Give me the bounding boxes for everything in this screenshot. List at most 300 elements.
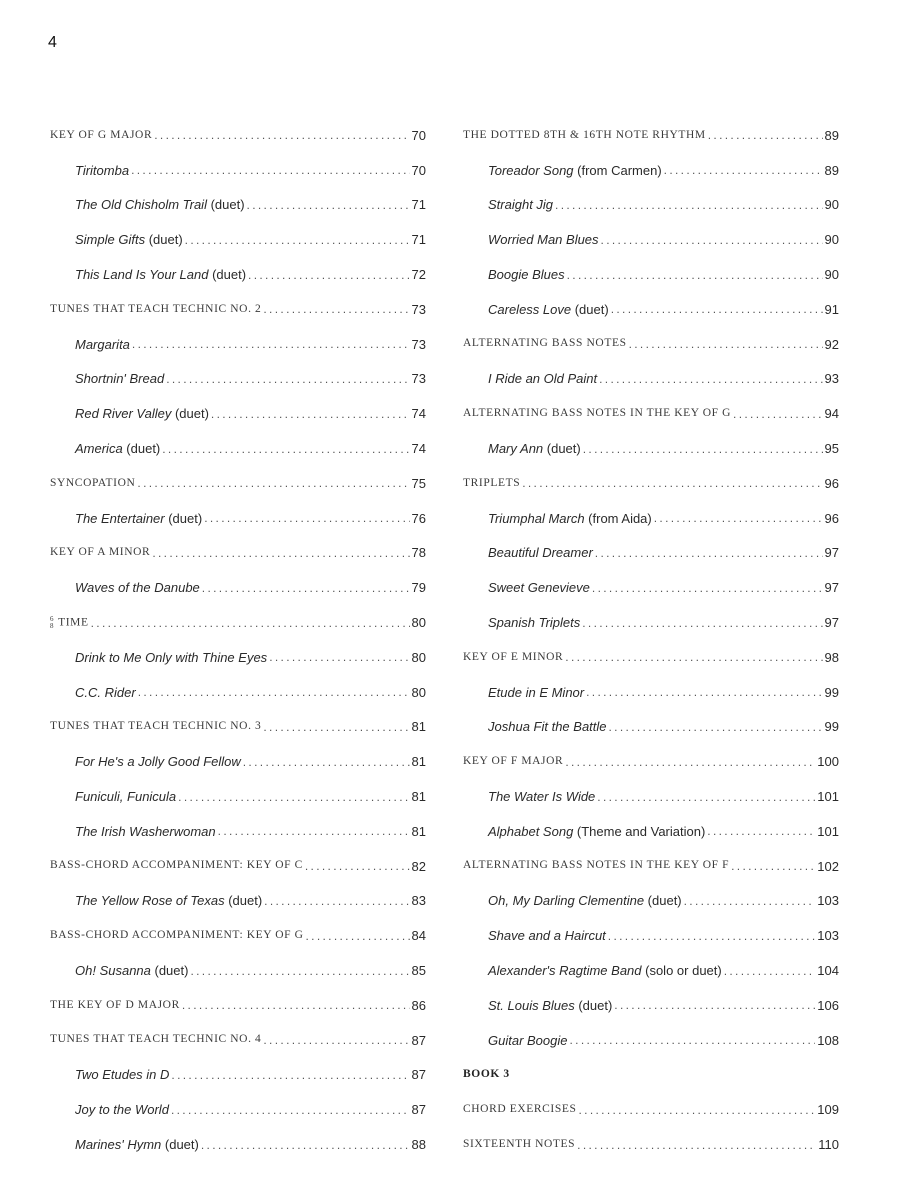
toc-heading[interactable] xyxy=(463,327,839,362)
toc-entry[interactable] xyxy=(50,431,426,466)
toc-entry-label xyxy=(75,755,241,768)
toc-entry-label xyxy=(488,512,652,525)
dot-leader xyxy=(131,164,409,176)
toc-entry-label xyxy=(75,164,129,177)
toc-entry-label xyxy=(75,338,130,351)
toc-page-number: 103 xyxy=(817,893,839,909)
toc-entry-title: The Water Is Wide xyxy=(488,789,596,805)
toc-page-number: 87 xyxy=(411,1102,426,1118)
toc-entry-title: Mary Ann xyxy=(488,441,544,457)
time-signature-bottom: 8 xyxy=(50,621,55,630)
dot-leader xyxy=(264,895,409,907)
toc-page-number: 90 xyxy=(824,232,839,248)
toc-page-number: 110 xyxy=(818,1137,839,1152)
toc-entry[interactable] xyxy=(463,292,839,327)
toc-heading-text: THE KEY OF D MAJOR xyxy=(50,998,180,1011)
toc-page-number: 94 xyxy=(824,406,839,422)
dot-leader xyxy=(614,999,815,1011)
toc-entry-title: Worried Man Blues xyxy=(488,232,599,248)
toc-heading[interactable] xyxy=(50,849,426,884)
toc-entry-title: C.C. Rider xyxy=(75,684,136,700)
toc-entry-title: Etude in E Minor xyxy=(488,684,585,700)
page-number: 4 xyxy=(48,34,57,51)
toc-entry[interactable] xyxy=(463,1023,839,1058)
toc-entry-label xyxy=(488,894,682,907)
toc-page-number: 109 xyxy=(817,1102,839,1118)
toc-entry[interactable] xyxy=(463,675,839,710)
dot-leader xyxy=(202,582,410,594)
toc-entry-title: Funiculi, Funicula xyxy=(75,789,177,805)
toc-heading-text: THE DOTTED 8TH & 16TH NOTE RHYTHM xyxy=(463,128,706,141)
toc-heading-label xyxy=(50,304,261,316)
toc-entry-title: America xyxy=(75,441,123,457)
toc-entry-label xyxy=(488,198,553,211)
toc-entry-title: Margarita xyxy=(75,336,130,352)
toc-entry-title: Shave and a Haircut xyxy=(488,928,606,944)
toc-heading-text: ALTERNATING BASS NOTES IN THE KEY OF G xyxy=(463,407,732,420)
toc-page-number: 81 xyxy=(411,789,426,805)
toc-page-number: 99 xyxy=(824,684,839,700)
toc-entry-title: Red River Valley xyxy=(75,406,172,422)
toc-heading-text: TUNES THAT TEACH TECHNIC NO. 2 xyxy=(50,302,262,315)
dot-leader xyxy=(570,1034,816,1046)
toc-page-number: 89 xyxy=(824,127,839,143)
toc-heading-label xyxy=(50,130,152,142)
dot-leader xyxy=(565,756,815,768)
toc-entry[interactable] xyxy=(50,396,426,431)
dot-leader xyxy=(171,1069,409,1081)
toc-page-number: 96 xyxy=(824,510,839,526)
toc-entry[interactable] xyxy=(463,605,839,640)
toc-heading-text: TRIPLETS xyxy=(463,476,521,489)
dot-leader xyxy=(243,756,410,768)
toc-heading[interactable] xyxy=(50,1023,426,1058)
toc-left-column xyxy=(50,118,426,1162)
dot-leader xyxy=(263,721,409,733)
toc-heading[interactable] xyxy=(463,1092,839,1127)
dot-leader xyxy=(724,965,816,977)
toc-entry[interactable] xyxy=(463,779,839,814)
toc-page-number: 102 xyxy=(817,858,839,874)
toc-page-number: 97 xyxy=(824,545,839,561)
toc-entry-label xyxy=(488,616,580,629)
toc-entry-title: Joy to the World xyxy=(75,1102,169,1118)
toc-page-number: 73 xyxy=(411,336,426,352)
toc-page-number: 100 xyxy=(817,754,839,770)
toc-entry[interactable] xyxy=(463,188,839,223)
toc-entry-title: Triumphal March xyxy=(488,510,585,526)
toc-entry-label xyxy=(75,372,164,385)
toc-page-number: 73 xyxy=(411,301,426,317)
toc-heading-text: KEY OF A MINOR xyxy=(50,546,151,559)
toc-entry[interactable] xyxy=(463,814,839,849)
toc-entry-label xyxy=(75,790,176,803)
toc-entry-label xyxy=(75,268,246,281)
toc-entry-title: Shortnin' Bread xyxy=(75,371,165,387)
toc-entry-note: (duet) xyxy=(161,1137,199,1152)
dot-leader xyxy=(664,164,823,176)
dot-leader xyxy=(178,791,409,803)
dot-leader xyxy=(166,373,409,385)
toc-entry[interactable] xyxy=(463,884,839,919)
dot-leader xyxy=(599,373,822,385)
toc-page-number: 97 xyxy=(824,615,839,631)
toc-entry[interactable] xyxy=(463,362,839,397)
toc-heading[interactable] xyxy=(463,640,839,675)
toc-page-number: 84 xyxy=(411,928,426,944)
dot-leader xyxy=(269,651,409,663)
toc-heading-label xyxy=(463,408,731,420)
toc-heading[interactable] xyxy=(50,536,426,571)
toc-page-number: 87 xyxy=(411,1067,426,1083)
toc-heading-text: ALTERNATING BASS NOTES IN THE KEY OF F xyxy=(463,859,730,872)
toc-heading-text: CHORD EXERCISES xyxy=(463,1102,577,1115)
toc-heading-label xyxy=(50,930,304,942)
dot-leader xyxy=(248,269,409,281)
toc-heading[interactable] xyxy=(463,118,839,153)
dot-leader xyxy=(629,338,823,350)
toc-entry-note: (duet) xyxy=(543,441,581,457)
dot-leader xyxy=(201,1139,410,1151)
toc-entry-title: Oh, My Darling Clementine xyxy=(488,893,645,909)
toc-heading-label xyxy=(50,860,303,872)
toc-page-number: 76 xyxy=(411,510,426,526)
dot-leader xyxy=(583,443,823,455)
dot-leader xyxy=(211,408,410,420)
toc-entry-note: (duet) xyxy=(150,963,189,979)
time-signature xyxy=(50,616,54,630)
toc-page-number: 79 xyxy=(411,580,426,596)
toc-entry-label xyxy=(488,372,597,385)
toc-entry[interactable] xyxy=(463,536,839,571)
toc-page-number: 82 xyxy=(411,858,426,874)
toc-entry-note: (duet) xyxy=(145,232,183,248)
toc-entry[interactable] xyxy=(50,640,426,675)
toc-entry[interactable] xyxy=(50,744,426,779)
toc-entry-label xyxy=(75,442,160,455)
toc-heading-label xyxy=(463,130,706,142)
toc-heading[interactable] xyxy=(50,118,426,153)
dot-leader xyxy=(608,930,816,942)
toc-entry-label xyxy=(488,164,662,177)
toc-heading[interactable] xyxy=(463,466,839,501)
toc-entry-label xyxy=(75,233,183,246)
dot-leader xyxy=(592,582,823,594)
dot-leader xyxy=(609,721,823,733)
dot-leader xyxy=(218,825,410,837)
toc-page-number: 87 xyxy=(411,1032,426,1048)
toc-heading[interactable] xyxy=(50,918,426,953)
toc-entry[interactable] xyxy=(50,779,426,814)
toc-page-number: 106 xyxy=(817,997,839,1013)
dot-leader xyxy=(154,129,409,141)
toc-heading-label xyxy=(50,1000,180,1012)
toc-entry[interactable] xyxy=(50,1092,426,1127)
toc-entry[interactable] xyxy=(50,570,426,605)
toc-heading-label xyxy=(50,547,150,559)
toc-entry-title: Guitar Boogie xyxy=(488,1032,568,1048)
toc-entry-title: This Land Is Your Land xyxy=(75,267,209,283)
toc-page-number: 101 xyxy=(817,789,839,805)
toc-page-number: 71 xyxy=(411,197,426,213)
toc-page-number: 108 xyxy=(817,1032,839,1048)
toc-entry-label xyxy=(75,581,200,594)
dot-leader xyxy=(91,617,410,629)
toc-heading-label xyxy=(463,1139,575,1151)
toc-page-number: 91 xyxy=(824,301,839,317)
toc-heading-label xyxy=(50,478,135,490)
toc-page-number: 83 xyxy=(411,893,426,909)
toc-heading-text: TIME xyxy=(58,616,89,629)
toc-page-number: 104 xyxy=(817,963,839,979)
dot-leader xyxy=(578,1104,815,1116)
toc-heading-label xyxy=(463,652,563,664)
toc-heading-label xyxy=(463,860,729,872)
toc-page-number: 80 xyxy=(411,684,426,700)
dot-leader xyxy=(595,547,823,559)
toc-entry[interactable] xyxy=(463,710,839,745)
toc-entry-title: Marines' Hymn xyxy=(75,1137,162,1152)
toc-heading-text: SIXTEENTH NOTES xyxy=(463,1137,576,1150)
toc-entry-title: Toreador Song xyxy=(488,162,574,178)
toc-entry[interactable] xyxy=(50,153,426,188)
dot-leader xyxy=(565,651,822,663)
toc-heading-label xyxy=(463,1069,510,1081)
dot-leader xyxy=(582,617,822,629)
toc-heading-text: KEY OF E MINOR xyxy=(463,650,564,663)
toc-heading-label xyxy=(463,338,627,350)
toc-entry-title: Drink to Me Only with Thine Eyes xyxy=(75,649,268,665)
toc-entry-label xyxy=(75,825,216,838)
toc-entry-title: Tiritomba xyxy=(75,162,130,178)
toc-page-number: 81 xyxy=(411,719,426,735)
toc-heading-label xyxy=(463,1104,576,1116)
toc-entry[interactable] xyxy=(463,570,839,605)
toc-heading[interactable] xyxy=(50,466,426,501)
toc-entry-note: (from Carmen) xyxy=(573,162,662,178)
toc-entry-title: Joshua Fit the Battle xyxy=(488,719,607,735)
toc-page-number: 85 xyxy=(411,963,426,979)
toc-heading-text: BASS-CHORD ACCOMPANIMENT: KEY OF G xyxy=(50,928,304,941)
toc-entry-title: Straight Jig xyxy=(488,197,554,213)
dot-leader xyxy=(597,791,815,803)
toc-entry[interactable] xyxy=(463,153,839,188)
toc-entry[interactable] xyxy=(50,953,426,988)
toc-heading[interactable] xyxy=(50,292,426,327)
toc-entry-label xyxy=(488,825,705,838)
dot-leader xyxy=(708,129,823,141)
toc-page-number: 90 xyxy=(824,197,839,213)
toc-entry-label xyxy=(75,1068,169,1081)
toc-entry[interactable] xyxy=(50,1127,426,1162)
toc-page-number: 86 xyxy=(411,997,426,1013)
dot-leader xyxy=(731,860,815,872)
toc-entry-note: (duet) xyxy=(644,893,682,909)
toc-entry-label xyxy=(75,1103,169,1116)
toc-page-number: 73 xyxy=(411,371,426,387)
toc-entry-title: The Entertainer xyxy=(75,510,165,526)
toc-entry[interactable] xyxy=(463,257,839,292)
toc-heading[interactable] xyxy=(50,710,426,745)
toc-page-number: 74 xyxy=(411,406,426,422)
toc-page-number: 72 xyxy=(411,267,426,283)
toc-heading-text: KEY OF G MAJOR xyxy=(50,128,153,141)
toc-page-number: 81 xyxy=(411,754,426,770)
toc-entry[interactable] xyxy=(50,362,426,397)
toc-page-number: 101 xyxy=(817,823,839,839)
toc-entry-title: Beautiful Dreamer xyxy=(488,545,593,561)
toc-heading[interactable] xyxy=(463,396,839,431)
dot-leader xyxy=(611,303,823,315)
dot-leader xyxy=(182,999,410,1011)
toc-entry[interactable] xyxy=(50,884,426,919)
toc-entry-label xyxy=(75,651,267,664)
toc-entry-title: Waves of the Danube xyxy=(75,580,200,596)
toc-entry-label xyxy=(488,581,590,594)
dot-leader xyxy=(601,234,823,246)
toc-entry-label xyxy=(488,233,599,246)
dot-leader xyxy=(567,269,823,281)
time-signature-top: 6 xyxy=(50,614,55,623)
toc-heading-label xyxy=(463,756,563,768)
dot-leader xyxy=(162,443,409,455)
toc-entry-label xyxy=(488,686,584,699)
toc-entry-label xyxy=(488,442,581,455)
toc-page-number: 98 xyxy=(824,649,839,665)
toc-entry[interactable] xyxy=(463,988,839,1023)
dot-leader xyxy=(654,512,823,524)
dot-leader xyxy=(684,895,816,907)
dot-leader xyxy=(305,860,410,872)
toc-entry-label xyxy=(488,999,612,1012)
toc-entry-title: For He's a Jolly Good Fellow xyxy=(75,754,241,770)
toc-entry-label xyxy=(75,512,202,525)
toc-entry[interactable] xyxy=(463,953,839,988)
dot-leader xyxy=(137,477,409,489)
toc-page-number: 80 xyxy=(411,615,426,631)
toc-heading[interactable] xyxy=(50,988,426,1023)
toc-heading[interactable] xyxy=(463,1127,839,1162)
dot-leader xyxy=(306,930,410,942)
dot-leader xyxy=(185,234,410,246)
toc-entry[interactable] xyxy=(50,327,426,362)
toc-heading-text: TUNES THAT TEACH TECHNIC NO. 3 xyxy=(50,720,262,733)
toc-entry-label xyxy=(488,1034,568,1047)
toc-entry[interactable] xyxy=(50,501,426,536)
toc-page-number: 74 xyxy=(411,441,426,457)
toc-page-number: 90 xyxy=(824,267,839,283)
toc-entry-title: Careless Love xyxy=(488,301,572,317)
toc-entry[interactable] xyxy=(463,918,839,953)
toc-entry-title: Spanish Triplets xyxy=(488,615,581,631)
toc-entry-label xyxy=(488,720,607,733)
toc-entry-label xyxy=(488,303,609,316)
toc-page-number: 95 xyxy=(824,441,839,457)
toc-page-number: 71 xyxy=(411,232,426,248)
toc-heading-label xyxy=(50,721,261,733)
dot-leader xyxy=(555,199,822,211)
toc-page-number: 75 xyxy=(411,475,426,491)
toc-entry-note: (duet) xyxy=(122,441,161,457)
dot-leader xyxy=(707,825,815,837)
toc-entry-label xyxy=(488,268,565,281)
toc-heading-label xyxy=(463,478,520,490)
dot-leader xyxy=(171,1104,410,1116)
toc-entry-title: Two Etudes in D xyxy=(75,1067,170,1083)
dot-leader xyxy=(138,686,410,698)
toc-entry-label xyxy=(488,964,722,977)
toc-entry-note: (Theme and Variation) xyxy=(573,823,706,839)
dot-leader xyxy=(263,1034,409,1046)
toc-entry[interactable] xyxy=(50,257,426,292)
toc-heading-label xyxy=(50,1034,261,1046)
toc-entry-title: I Ride an Old Paint xyxy=(488,371,598,387)
toc-entry[interactable] xyxy=(463,431,839,466)
toc-entry[interactable] xyxy=(463,501,839,536)
toc-entry[interactable] xyxy=(50,1058,426,1093)
dot-leader xyxy=(204,512,409,524)
dot-leader xyxy=(522,477,822,489)
dot-leader xyxy=(577,1139,816,1151)
toc-heading-text: KEY OF F MAJOR xyxy=(463,754,564,767)
toc-page-number: 70 xyxy=(411,162,426,178)
toc-page-number: 99 xyxy=(824,719,839,735)
toc-entry-label xyxy=(75,1138,199,1151)
dot-leader xyxy=(190,965,409,977)
toc-entry-title: The Irish Washerwoman xyxy=(75,823,216,839)
dot-leader xyxy=(247,199,410,211)
toc-entry-note: (duet) xyxy=(206,197,245,213)
toc-entry[interactable] xyxy=(50,675,426,710)
toc-page-number: 93 xyxy=(824,371,839,387)
toc-entry-title: Boogie Blues xyxy=(488,267,565,283)
toc-section-heading[interactable] xyxy=(463,1058,839,1093)
toc-entry-title: Alexander's Ragtime Band xyxy=(488,963,642,979)
toc-entry[interactable] xyxy=(463,222,839,257)
toc-heading-text: TUNES THAT TEACH TECHNIC NO. 4 xyxy=(50,1033,262,1046)
toc-page-number: 81 xyxy=(411,823,426,839)
toc-entry[interactable] xyxy=(50,222,426,257)
dot-leader xyxy=(132,338,410,350)
toc-entry-label xyxy=(75,686,136,699)
toc-entry-note: (duet) xyxy=(164,510,203,526)
dot-leader xyxy=(263,303,409,315)
toc-page-number: 80 xyxy=(411,649,426,665)
toc-entry-note: (from Aida) xyxy=(584,510,652,526)
toc-entry-title: The Yellow Rose of Texas xyxy=(75,893,225,909)
toc-page-number: 103 xyxy=(817,928,839,944)
toc-page-number: 97 xyxy=(824,580,839,596)
toc-heading-text: BOOK 3 xyxy=(463,1068,510,1081)
toc-entry-note: (duet) xyxy=(574,997,613,1013)
toc-heading-text: BASS-CHORD ACCOMPANIMENT: KEY OF C xyxy=(50,859,303,872)
toc-page-number: 88 xyxy=(411,1137,426,1152)
toc-heading[interactable] xyxy=(463,744,839,779)
toc-page-number: 78 xyxy=(411,545,426,561)
toc-page-number: 92 xyxy=(824,336,839,352)
toc-heading[interactable] xyxy=(463,849,839,884)
toc-entry-note: (duet) xyxy=(224,893,263,909)
toc-entry-label xyxy=(75,198,245,211)
toc-entry[interactable] xyxy=(50,814,426,849)
toc-entry[interactable] xyxy=(50,188,426,223)
toc-entry-label xyxy=(75,407,209,420)
toc-entry-title: Sweet Genevieve xyxy=(488,580,590,596)
toc-heading[interactable] xyxy=(50,605,426,640)
toc-entry-note: (duet) xyxy=(571,301,609,317)
toc-entry-label xyxy=(488,546,593,559)
toc-entry-title: Simple Gifts xyxy=(75,232,146,248)
